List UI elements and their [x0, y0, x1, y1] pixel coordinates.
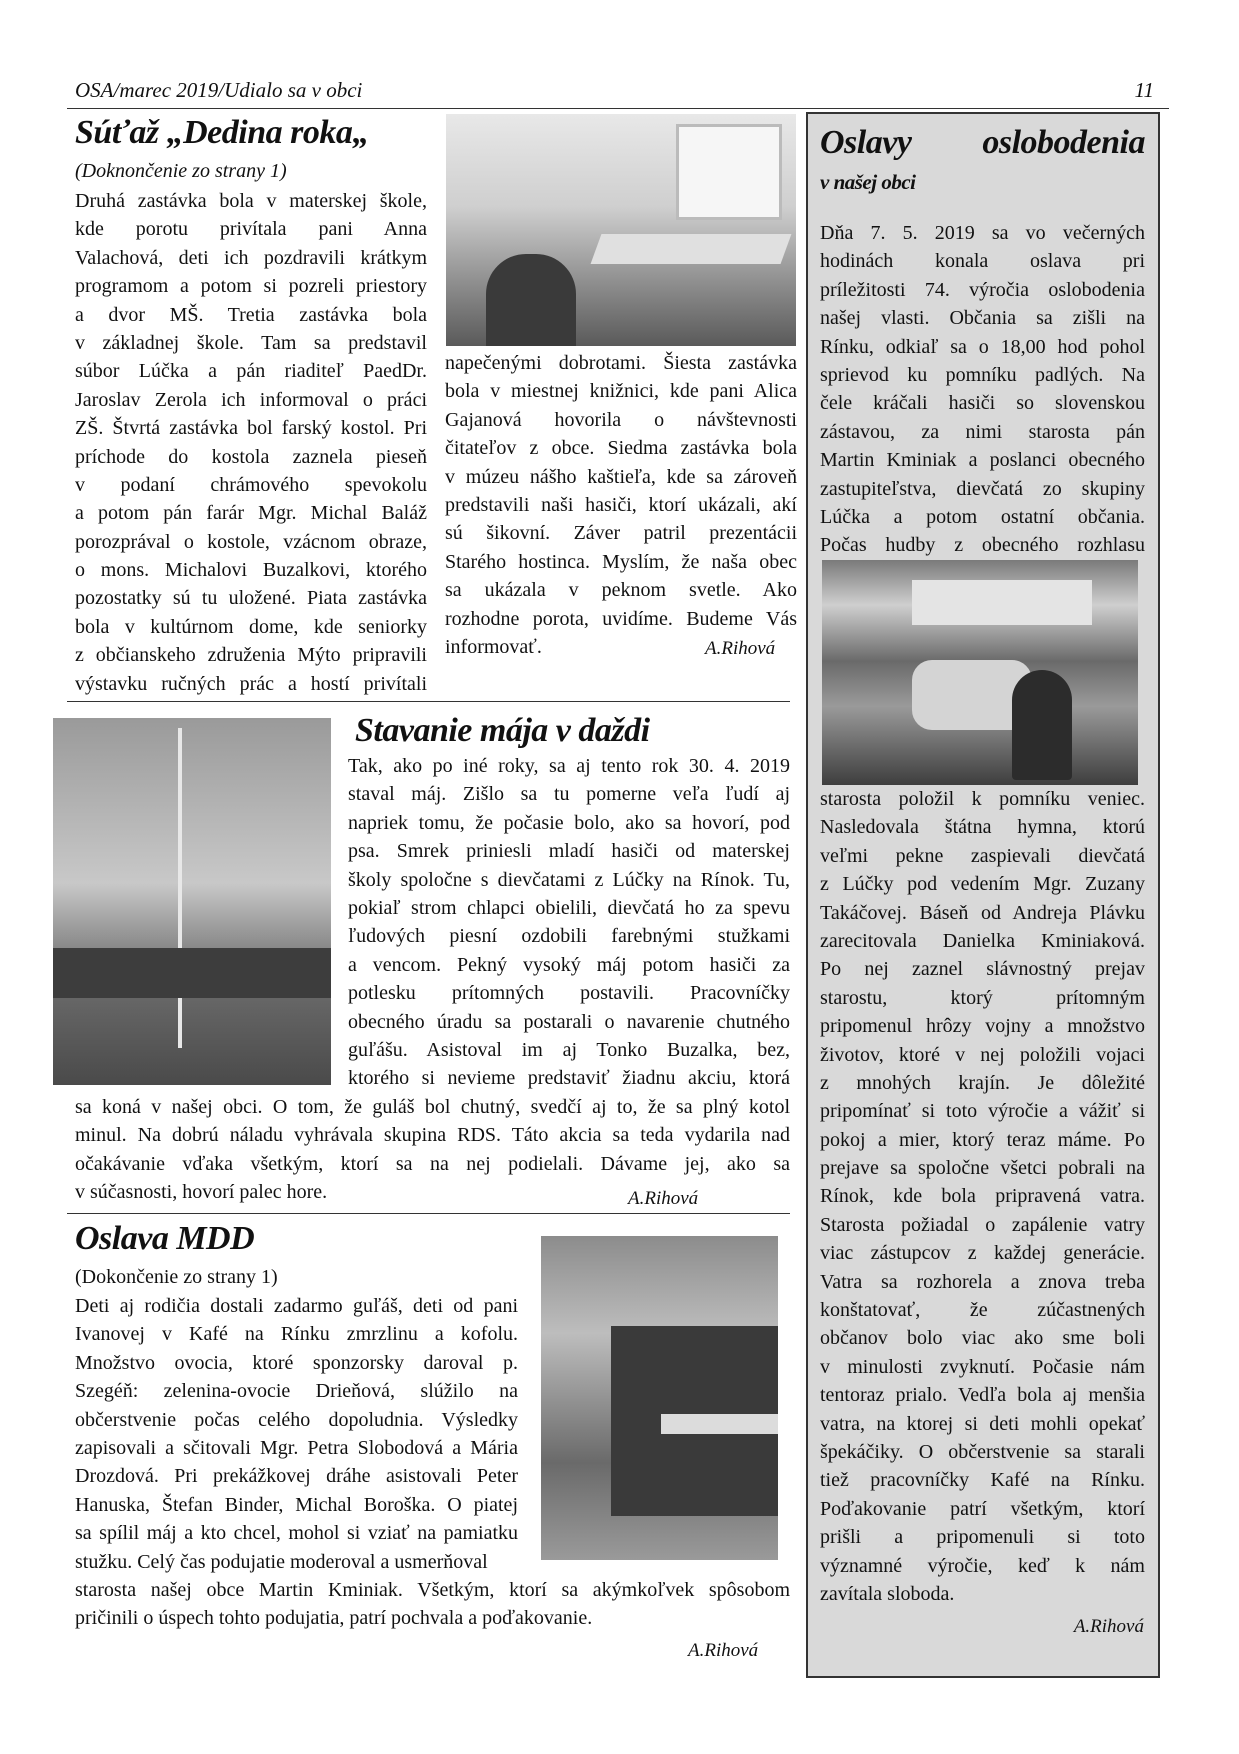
- text-line: Starosta požiadal o zapálenie vatry: [820, 1213, 1145, 1236]
- house-shape: [912, 580, 1092, 625]
- text-line: sa spílil máj a kto chcel, mohol si vziať na pamiatku: [75, 1522, 518, 1545]
- text-line: v múzeu nášho kaštieľa, kde sa zároveň: [445, 465, 797, 488]
- text-line: Drozdová. Pri prekážkovej dráhe asistovali Peter: [75, 1465, 518, 1488]
- text-line: starosta položil k pomníku veniec.: [820, 788, 1145, 810]
- text-line: programom a potom si pozreli priestory: [75, 275, 427, 298]
- text-line: čitateľov z obce. Siedma zastávka bola: [445, 437, 797, 460]
- text-line: stužku. Celý čas podujatie moderoval a usmerňoval: [75, 1550, 488, 1573]
- article-title-dedina: Súťaž „Dedina roka„: [75, 114, 369, 151]
- text-line: Lúčka a potom ostatní občania.: [820, 505, 1145, 528]
- text-line: sa ukázala v peknom svetle. Ako: [445, 579, 797, 602]
- text-line: tiež pracovníčky Kafé na Rínku.: [820, 1469, 1145, 1492]
- text-line: z občianskeho združenia Mýto pripravili: [75, 644, 427, 667]
- article-body-mdd-narrow: [75, 1292, 518, 1576]
- continuation-note: (Dokončenie zo strany 1): [75, 1266, 278, 1288]
- text-line: sa koná v našej obci. O tom, že guláš bol chutný, svedčí aj to, že sa plný kotol: [75, 1096, 790, 1118]
- text-line: občerstvenie počas celého dopoludnia. Výsledky: [75, 1408, 518, 1431]
- header-rule: [67, 108, 1169, 109]
- text-line: zarecitovala Danielka Kminiaková.: [820, 929, 1145, 952]
- text-line: sú šikovní. Záver patril prezentácii: [445, 522, 797, 545]
- text-line: životov, ktoré v nej položili vojaci: [820, 1043, 1145, 1066]
- author-maj: A.Rihová: [628, 1188, 699, 1209]
- text-line: ktorého si nevieme predstaviť žiadnu akciu, ktorá: [348, 1067, 790, 1090]
- desk-shape: [591, 234, 792, 264]
- text-line: v súčasnosti, hovorí palec hore.: [75, 1181, 328, 1204]
- text-line: porozprával o kostole, vzácnom obraze,: [75, 530, 427, 553]
- text-line: vatra, na ktorej si deti mohli opekať: [820, 1412, 1145, 1435]
- text-line: tentoraz prialo. Vedľa bola aj menšia: [820, 1384, 1145, 1407]
- text-line: Jaroslav Zerola ich informoval o práci: [75, 388, 427, 411]
- text-line: výstavku ručných prác a hostí privítali: [75, 672, 427, 695]
- text-line: prišli a pripomenuli si toto: [820, 1526, 1145, 1549]
- text-line: zapisovali a sčitovali Mgr. Petra Slobodová a Mária: [75, 1436, 518, 1459]
- text-line: viac zástupcov z každej generácie.: [820, 1242, 1145, 1265]
- text-line: Tak, ako po iné roky, sa aj tento rok 30. 4. 2019: [348, 755, 790, 777]
- text-line: ZŠ. Štvrtá zastávka bol farský kostol. Pri: [75, 417, 427, 440]
- text-line: Rínok, kde bola pripravená vatra.: [820, 1185, 1145, 1208]
- article-body-oslobodenie-bottom: [820, 785, 1145, 1608]
- photo-memorial-ceremony: [822, 560, 1138, 785]
- text-line: z mnohých krajín. Je dôležité: [820, 1071, 1145, 1094]
- text-line: Počas hudby z obecného rozhlasu: [820, 534, 1145, 557]
- shrub-shape: [1012, 670, 1072, 780]
- text-line: pokoj a mier, ktorý teraz máme. Po: [820, 1128, 1145, 1151]
- text-line: našej vlasti. Občania sa zišli na: [820, 307, 1145, 330]
- text-line: napriek tomu, že počasie bolo, ako sa hovorí, pod: [348, 811, 790, 834]
- text-line: predstavili naši hasiči, ktorí ukázali, akí: [445, 493, 797, 516]
- maypole-shape: [178, 728, 182, 1048]
- text-line: v minulosti zvyknutí. Počasie nám: [820, 1355, 1145, 1378]
- text-line: Druhá zastávka bola v materskej škole,: [75, 190, 427, 212]
- text-line: prejave sa spoločne všetci pobrali na: [820, 1157, 1145, 1180]
- text-line: starostu, ktorý prítomným: [820, 986, 1145, 1009]
- text-line: školy spoločne s dievčatami z Lúčky na Rínok. Tu,: [348, 868, 790, 891]
- text-line: Gajanová hovorila o návštevnosti: [445, 408, 797, 431]
- text-line: kde porotu privítala pani Anna: [75, 218, 427, 241]
- photo-classroom: [446, 114, 796, 346]
- author-mdd: A.Rihová: [688, 1640, 759, 1661]
- text-line: o mons. Michalovi Buzalkovi, ktorého: [75, 559, 427, 582]
- text-line: a dvor MŠ. Tretia zastávka bola: [75, 303, 427, 326]
- text-line: špekáčiky. O občerstvenie sa starali: [820, 1440, 1145, 1463]
- text-line: Starého hostinca. Myslím, že naša obec: [445, 550, 797, 573]
- text-line: v základnej škole. Tam sa predstavil: [75, 331, 427, 354]
- text-line: zavítala sloboda.: [820, 1582, 955, 1605]
- text-line: veľmi pekne zaspievali dievčatá: [820, 844, 1145, 867]
- text-line: konštatovať, že zúčastnených: [820, 1299, 1145, 1322]
- text-line: Množstvo ovocia, ktoré sponzorsky daroval p.: [75, 1351, 518, 1374]
- photo-fire-truck: [541, 1236, 778, 1560]
- person-shape: [486, 254, 576, 346]
- window-shape: [676, 124, 782, 220]
- text-line: sprievod ku pomníku padlých. Na: [820, 363, 1145, 386]
- text-line: príležitosti 74. výročia oslobodenia: [820, 278, 1145, 301]
- text-line: občanov bolo viac ako sme boli: [820, 1327, 1145, 1350]
- text-line: Martin Kminiak a poslanci obecného: [820, 449, 1145, 472]
- article-subtitle: v našej obci: [820, 170, 916, 194]
- text-line: zastupiteľstva, dievčatá zo skupiny: [820, 477, 1145, 500]
- text-line: Vatra sa rozhorela a znova treba: [820, 1270, 1145, 1293]
- article-title-mdd: Oslava MDD: [75, 1220, 255, 1257]
- article-title-maj: Stavanie mája v daždi: [355, 712, 650, 749]
- section-divider: [67, 1213, 790, 1214]
- author-dedina: A.Rihová: [705, 638, 776, 659]
- text-line: guľášu. Asistoval im aj Tonko Buzalka, bez,: [348, 1038, 790, 1061]
- text-line: pričinili o úspech tohto podujatia, patrí pochvala a poďakovanie.: [75, 1607, 593, 1630]
- text-line: bola v miestnej knižnici, kde pani Alica: [445, 380, 797, 403]
- continuation-note: (Doknončenie zo strany 1): [75, 160, 287, 182]
- truck-label-shape: [661, 1414, 778, 1434]
- text-line: príchode do kostola zaznela pieseň: [75, 445, 427, 468]
- photo-maypole: [53, 718, 331, 1085]
- text-line: súbor Lúčka a pán riaditeľ PaedDr.: [75, 360, 427, 383]
- text-line: Rínku, odkiaľ sa o 18,00 hod pohol: [820, 335, 1145, 358]
- text-line: Hanuska, Štefan Binder, Michal Boroška. O piatej: [75, 1493, 518, 1516]
- text-line: staval máj. Zišlo sa tu pomerne veľa ľudí aj: [348, 783, 790, 806]
- text-line: čele kráčali hasiči so slovenskou: [820, 392, 1145, 415]
- article-body-mdd-wide: [75, 1576, 790, 1633]
- trees-shape: [53, 948, 331, 998]
- text-line: Po nej zaznel slávnostný prejav: [820, 958, 1145, 981]
- text-line: Ivanovej v Kafé na Rínku zmrzlinu a kofolu.: [75, 1323, 518, 1346]
- text-line: z Lúčky pod vedením Mgr. Zuzany: [820, 873, 1145, 896]
- title-word: Oslavy: [820, 124, 912, 161]
- text-line: pozostatky sú tu uložené. Piata zastávka: [75, 587, 427, 610]
- text-line: očakávanie vďaka všetkým, ktorí sa na nej podielali. Dávame jej, ako sa: [75, 1152, 790, 1175]
- text-line: pripomenul hrôzy vojny a množstvo: [820, 1015, 1145, 1038]
- title-word: oslobodenia: [982, 124, 1145, 161]
- text-line: pripomínať si toto výročie a vážiť si: [820, 1100, 1145, 1123]
- text-line: hodinách konala oslava pri: [820, 250, 1145, 273]
- text-line: Valachová, deti ich pozdravili krátkym: [75, 246, 427, 269]
- text-line: potlesku prítomných postavili. Pracovníčky: [348, 982, 790, 1005]
- text-line: napečenými dobrotami. Šiesta zastávka: [445, 352, 797, 374]
- text-line: a potom pán farár Mgr. Michal Baláž: [75, 502, 427, 525]
- article-body-maj-narrow: [348, 752, 790, 1093]
- text-line: a vencom. Pekný vysoký máj potom hasiči za: [348, 953, 790, 976]
- article-title-oslobodenie: [820, 124, 1145, 162]
- text-line: bola v kultúrnom dome, kde seniorky: [75, 615, 427, 638]
- article-body-dedina-col1: [75, 187, 427, 698]
- text-line: minul. Na dobrú náladu vyhrávala skupina RDS. Táto akcia sa teda vydarila nad: [75, 1124, 790, 1147]
- article-body-dedina-col2: [445, 349, 797, 661]
- text-line: pokiaľ strom chlapci obielili, dievčatá ho za spevu: [348, 896, 790, 919]
- page-number: 11: [1134, 78, 1154, 102]
- section-divider: [67, 701, 790, 702]
- text-line: Nasledovala štátna hymna, ktorú: [820, 816, 1145, 839]
- text-line: psa. Smrek priniesli mladí hasiči od materskej: [348, 840, 790, 863]
- text-line: v podaní chrámového spevokolu: [75, 473, 427, 496]
- text-line: informovať.: [445, 635, 542, 658]
- text-line: Deti aj rodičia dostali zadarmo guľáš, deti od pani: [75, 1295, 518, 1317]
- text-line: Poďakovanie patrí všetkým, ktorí: [820, 1497, 1145, 1520]
- article-body-oslobodenie-top: [820, 219, 1145, 560]
- text-line: rozhodne porota, uvidíme. Budeme Vás: [445, 607, 797, 630]
- text-line: obecného úradu sa postarali o navarenie chutného: [348, 1010, 790, 1033]
- text-line: významné výročie, keď k nám: [820, 1554, 1145, 1577]
- text-line: ľudových piesní ozdobili farebnými stužkami: [348, 925, 790, 948]
- text-line: Szegéň: zelenina-ovocie Drieňová, slúžilo na: [75, 1380, 518, 1403]
- text-line: starosta našej obce Martin Kminiak. Všetkým, ktorí sa akýmkoľvek spôsobom: [75, 1579, 790, 1601]
- text-line: zástavou, za nimi starosta pán: [820, 420, 1145, 443]
- text-line: Takáčovej. Báseň od Andreja Plávku: [820, 901, 1145, 924]
- running-header: OSA/marec 2019/Udialo sa v obci: [75, 78, 363, 102]
- text-line: Dňa 7. 5. 2019 sa vo večerných: [820, 222, 1145, 244]
- author-oslobodenie: A.Rihová: [1073, 1616, 1144, 1637]
